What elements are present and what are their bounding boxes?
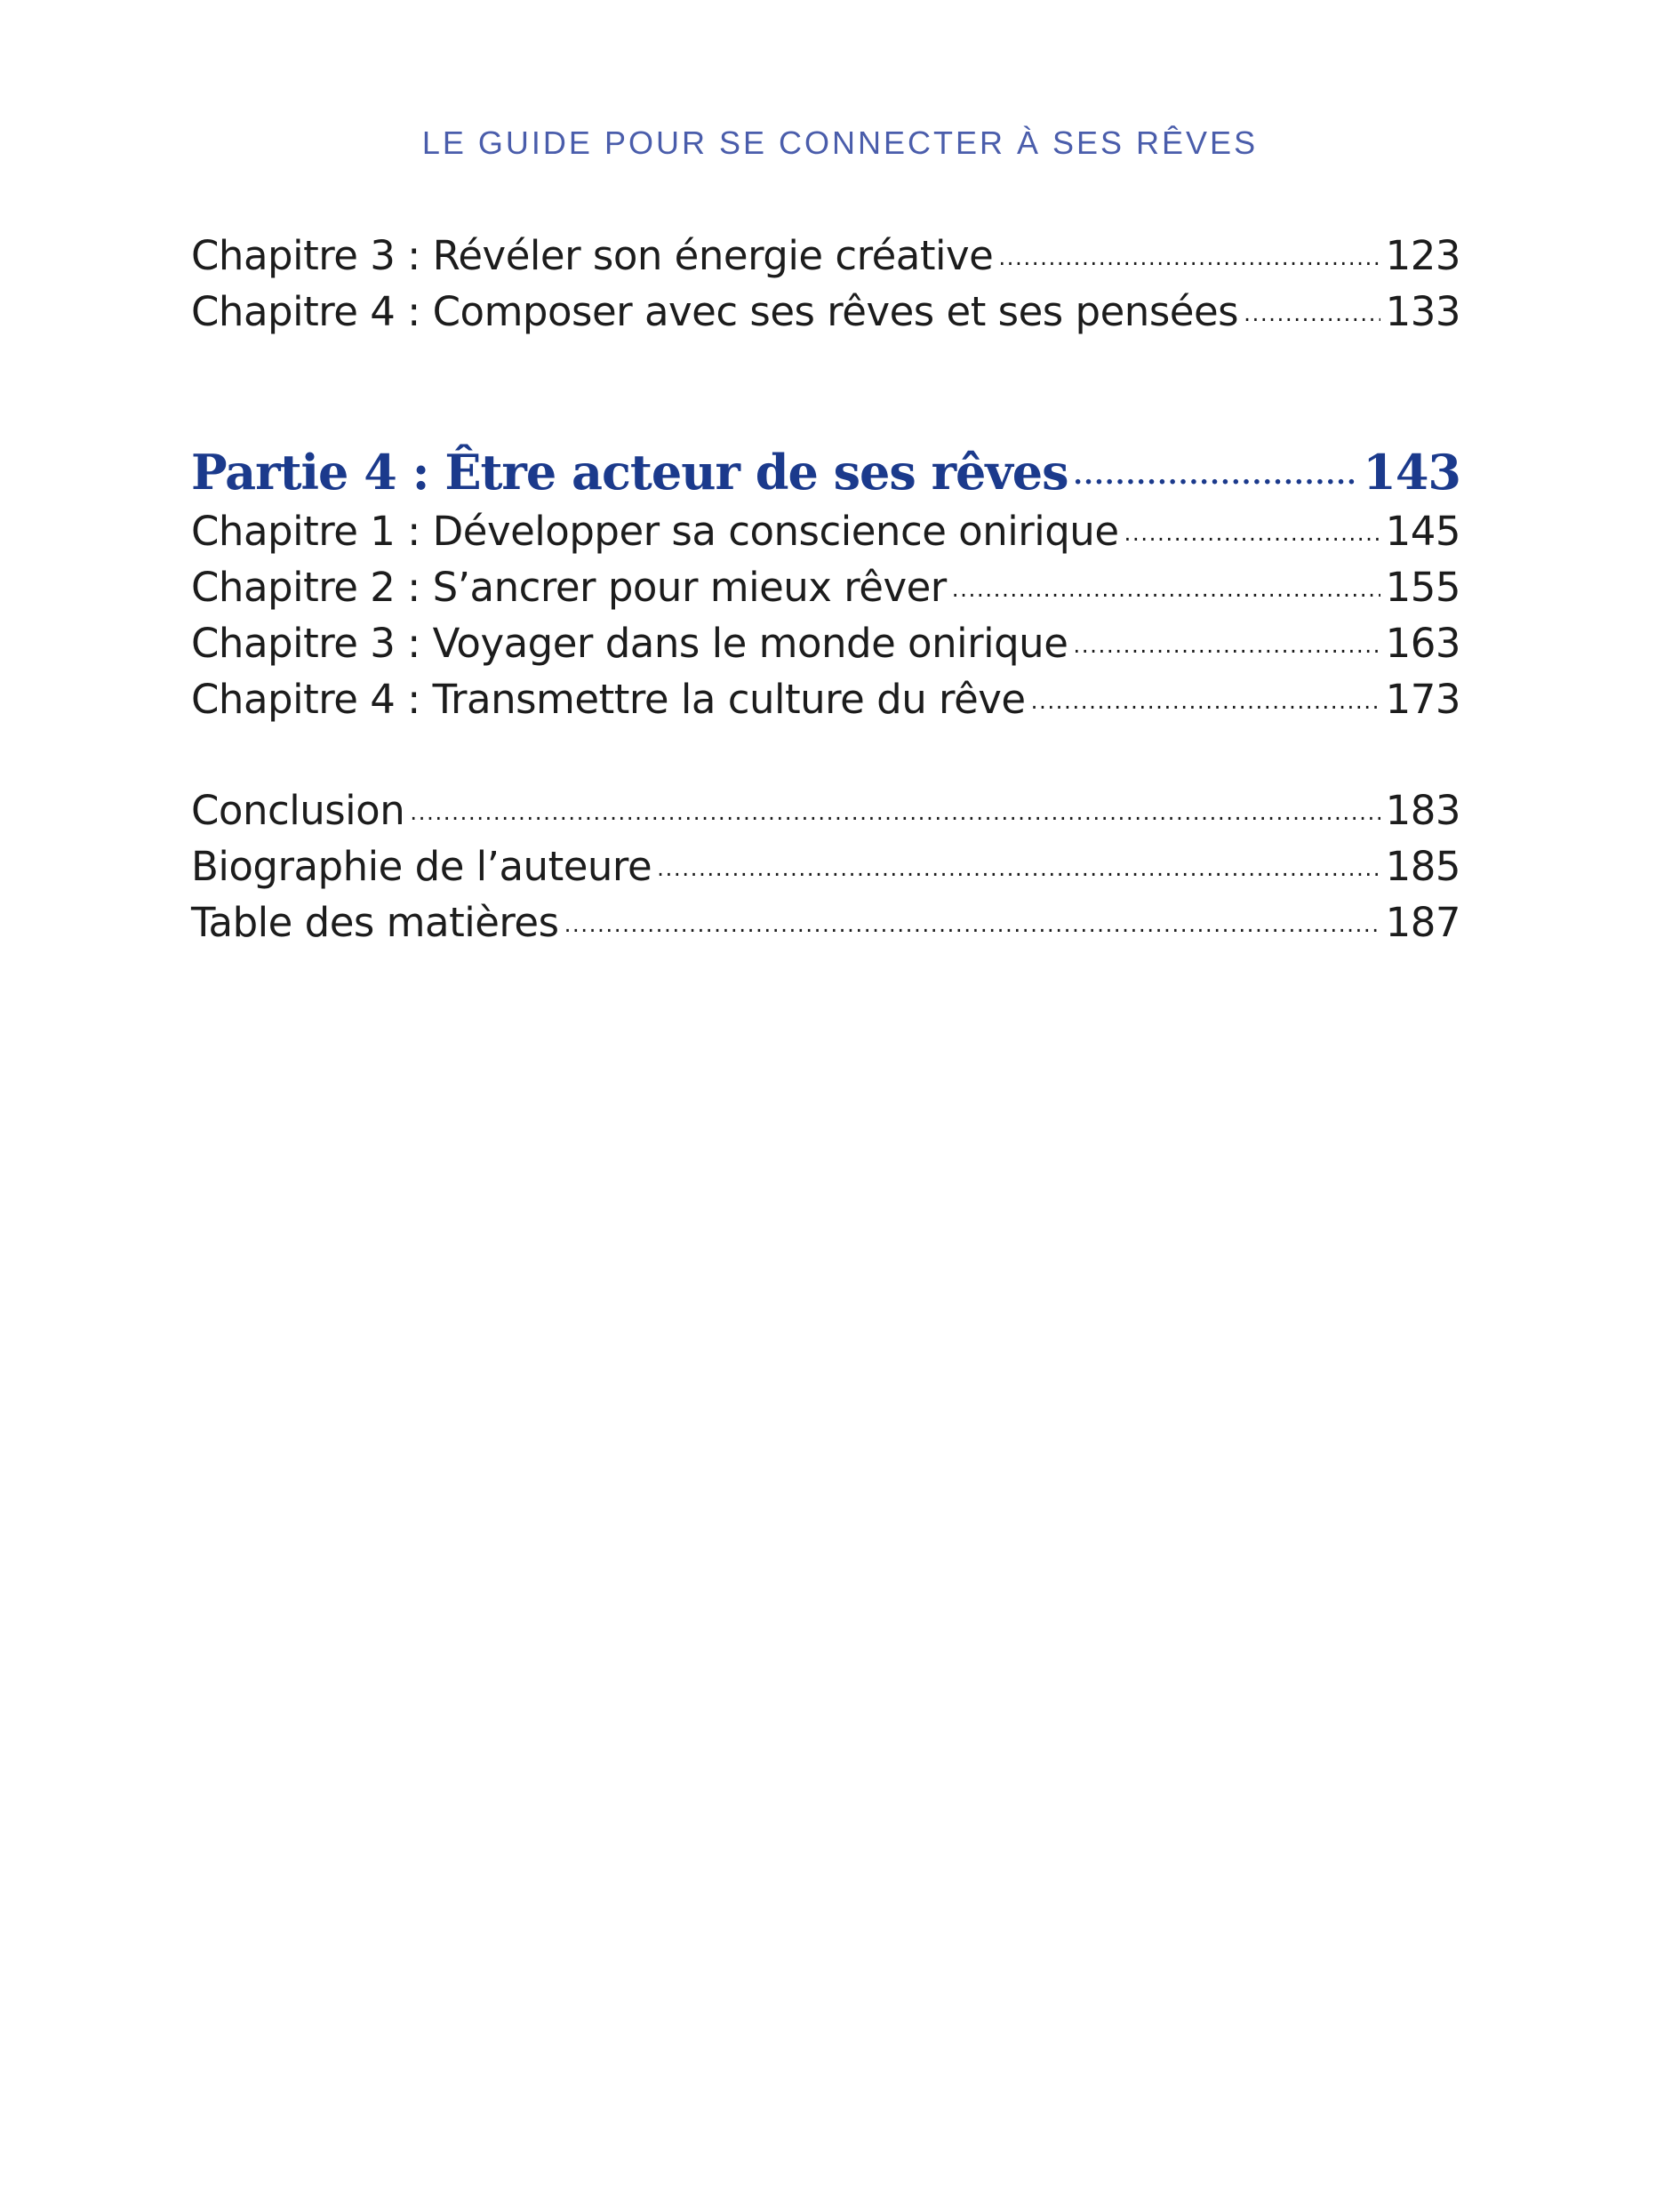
toc-back-matter <box>191 782 1460 950</box>
dot-leader <box>410 784 1380 824</box>
toc-entry-page: 185 <box>1385 843 1460 890</box>
toc-entry-title: Conclusion <box>191 787 405 834</box>
toc-entry-part4-chapter-4[interactable] <box>191 671 1460 727</box>
toc-entry-title: Table des matières <box>191 899 559 946</box>
toc-entry-part4-chapter-1[interactable] <box>191 503 1460 559</box>
toc-entry-page: 145 <box>1385 508 1460 555</box>
toc-entry-title: Chapitre 4 : Composer avec ses rêves et ses pensées <box>191 288 1239 335</box>
toc-entry-conclusion[interactable] <box>191 782 1460 838</box>
dot-leader <box>998 229 1380 269</box>
toc-entry-title: Chapitre 3 : Voyager dans le monde onirique <box>191 620 1068 667</box>
toc-entry-chapter-3[interactable] <box>191 228 1460 284</box>
toc-entry-page: 133 <box>1385 288 1460 335</box>
dot-leader <box>1124 505 1380 545</box>
toc-entry-chapter-4[interactable] <box>191 284 1460 340</box>
toc-entry-part4-chapter-2[interactable] <box>191 559 1460 615</box>
dot-leader <box>1244 285 1380 325</box>
toc-entry-title: Chapitre 4 : Transmettre la culture du rêve <box>191 676 1026 723</box>
toc-entry-title: Chapitre 3 : Révéler son énergie créative <box>191 232 994 279</box>
dot-leader <box>1074 441 1358 489</box>
toc-entry-title: Biographie de l’auteure <box>191 843 652 890</box>
toc-entry-title: Chapitre 1 : Développer sa conscience onirique <box>191 508 1119 555</box>
dot-leader <box>564 896 1380 936</box>
toc-entry-part-4[interactable] <box>191 441 1460 503</box>
toc-entry-page: 155 <box>1385 564 1460 611</box>
part-page: 143 <box>1363 444 1460 501</box>
toc-continued-chapters <box>191 228 1460 340</box>
toc-entry-biographie[interactable] <box>191 838 1460 894</box>
running-header: LE GUIDE POUR SE CONNECTER À SES RÊVES <box>421 124 1259 161</box>
toc-entry-page: 187 <box>1385 899 1460 946</box>
toc-entry-table-des-matieres[interactable] <box>191 894 1460 950</box>
toc-entry-page: 183 <box>1385 787 1460 834</box>
dot-leader <box>1031 673 1380 713</box>
dot-leader <box>657 840 1380 880</box>
dot-leader <box>952 561 1380 601</box>
toc-entry-part4-chapter-3[interactable] <box>191 615 1460 671</box>
part-title: Partie 4 : Être acteur de ses rêves <box>191 444 1068 501</box>
toc-entry-title: Chapitre 2 : S’ancrer pour mieux rêver <box>191 564 947 611</box>
toc-entry-page: 163 <box>1385 620 1460 667</box>
dot-leader <box>1073 617 1380 657</box>
toc-entry-page: 173 <box>1385 676 1460 723</box>
toc-part-4 <box>191 441 1460 727</box>
toc-entry-page: 123 <box>1385 232 1460 279</box>
